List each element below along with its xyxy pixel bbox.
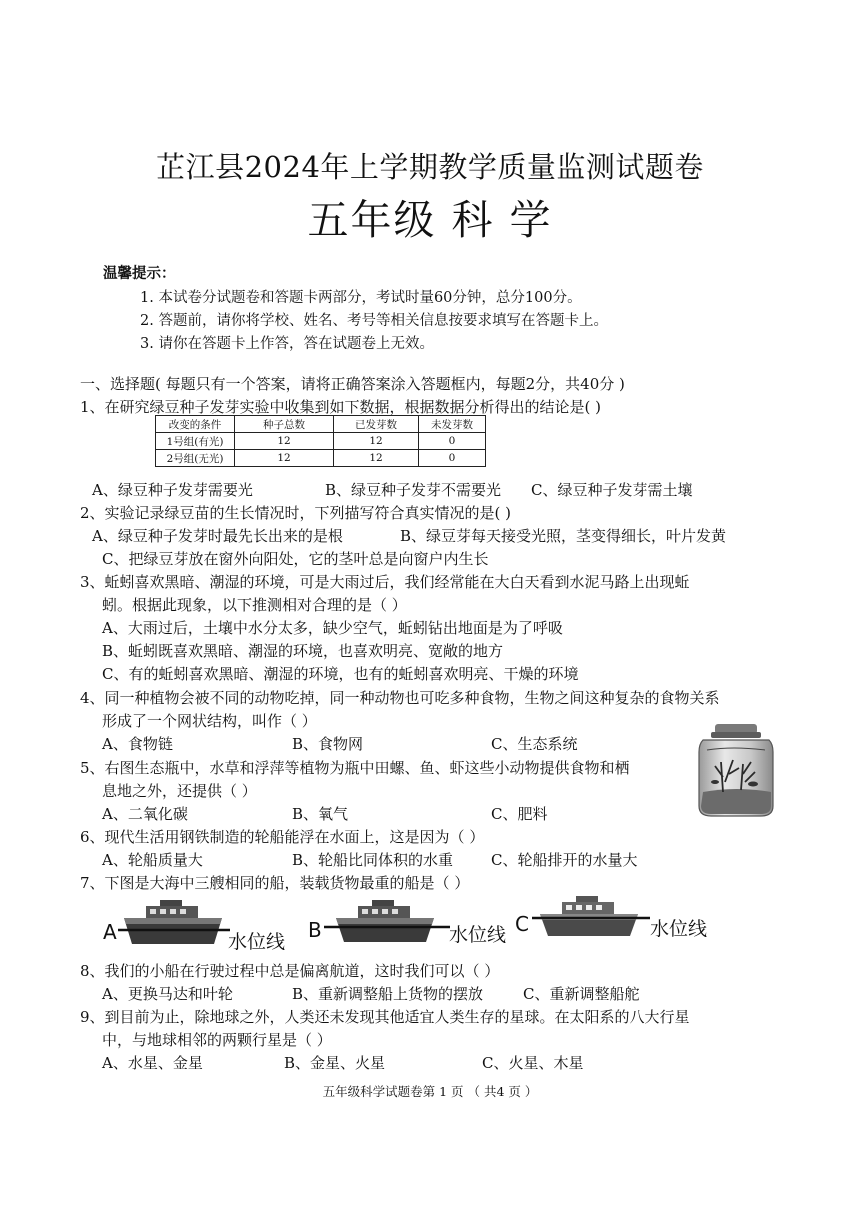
question-4-stem: 4、同一种植物会被不同的动物吃掉，同一种动物也可吃多种食物，生物之间这种复杂的食物关系 <box>80 689 720 707</box>
option-b: B、轮船比同体积的水重 <box>292 851 454 869</box>
question-3-stem-cont: 蚓。根据此现象，以下推测相对合理的是（ ） <box>102 596 407 614</box>
option-c: C、重新调整船舵 <box>523 985 640 1003</box>
table-cell: 1号组(有光) <box>156 433 235 450</box>
table-header-row <box>156 416 486 433</box>
page-footer: 五年级科学试题卷第 1 页 （ 共4 页 ） <box>322 1084 538 1099</box>
table-cell: 2号组(无光) <box>156 450 235 467</box>
option-c: C、绿豆种子发芽需土壤 <box>531 481 693 499</box>
table-cell: 12 <box>235 450 334 467</box>
exam-title: 芷江县2024年上学期教学质量监测试题卷 <box>156 150 704 184</box>
section-heading: 一、选择题( 每题只有一个答案，请将正确答案涂入答题框内，每题2分，共40分 ) <box>80 375 625 393</box>
waterline-label-b: 水位线 <box>449 924 507 946</box>
option-b: B、绿豆种子发芽不需要光 <box>325 481 502 499</box>
option-a: A、二氧化碳 <box>102 805 188 823</box>
table-header-cell: 改变的条件 <box>156 416 235 433</box>
option-a: A、更换马达和叶轮 <box>102 985 233 1003</box>
option-c: C、有的蚯蚓喜欢黑暗、潮湿的环境，也有的蚯蚓喜欢明亮、干燥的环境 <box>102 665 579 683</box>
option-a: A、绿豆种子发芽需要光 <box>92 481 253 499</box>
table-cell: 12 <box>334 450 419 467</box>
question-4-stem-cont: 形成了一个网状结构，叫作（ ） <box>102 712 317 730</box>
table-row <box>156 433 486 450</box>
option-a: A、水星、金星 <box>102 1054 203 1072</box>
exam-subtitle: 五年级 科 学 <box>307 196 553 244</box>
option-a: A、轮船质量大 <box>102 851 203 869</box>
boat-c-image <box>532 892 650 946</box>
question-5-stem-cont: 息地之外，还提供（ ） <box>102 782 257 800</box>
question-9-stem-cont: 中，与地球相邻的两颗行星是（ ） <box>102 1031 332 1049</box>
tip-item: 3. 请你在答题卡上作答，答在试题卷上无效。 <box>140 336 434 352</box>
boat-a-letter: A <box>103 920 117 944</box>
question-6-stem: 6、现代生活用钢铁制造的轮船能浮在水面上，这是因为（ ） <box>80 828 485 846</box>
option-c: C、把绿豆芽放在窗外向阳处，它的茎叶总是向窗户内生长 <box>102 550 489 568</box>
germination-data-table <box>155 415 486 467</box>
table-header-cell: 已发芽数 <box>334 416 419 433</box>
question-5-stem: 5、右图生态瓶中，水草和浮萍等植物为瓶中田螺、鱼、虾这些小动物提供食物和栖 <box>80 759 630 777</box>
tip-item: 1. 本试卷分试题卷和答题卡两部分，考试时量60分钟，总分100分。 <box>140 290 582 306</box>
option-b: B、绿豆芽每天接受光照，茎变得细长，叶片发黄 <box>400 527 727 545</box>
question-7-stem: 7、下图是大海中三艘相同的船，装载货物最重的船是（ ） <box>80 874 470 892</box>
table-header-cell: 种子总数 <box>235 416 334 433</box>
option-b: B、重新调整船上货物的摆放 <box>292 985 484 1003</box>
boat-a-image <box>118 896 230 952</box>
table-cell: 12 <box>235 433 334 450</box>
option-c: C、生态系统 <box>491 735 578 753</box>
boat-c-letter: C <box>515 912 529 936</box>
boat-b-image <box>324 896 450 952</box>
option-a: A、绿豆种子发芽时最先长出来的是根 <box>92 527 343 545</box>
question-3-stem: 3、蚯蚓喜欢黑暗、潮湿的环境，可是大雨过后，我们经常能在大白天看到水泥马路上出现蚯 <box>80 573 690 591</box>
table-header-cell: 未发芽数 <box>419 416 486 433</box>
option-a: A、食物链 <box>102 735 173 753</box>
option-b: B、氧气 <box>292 805 349 823</box>
option-c: C、肥料 <box>491 805 548 823</box>
option-c: C、火星、木星 <box>482 1054 584 1072</box>
option-a: A、大雨过后，土壤中水分太多，缺少空气，蚯蚓钻出地面是为了呼吸 <box>102 619 563 637</box>
option-c: C、轮船排开的水量大 <box>491 851 638 869</box>
waterline-label-a: 水位线 <box>228 931 286 953</box>
question-8-stem: 8、我们的小船在行驶过程中总是偏离航道，这时我们可以（ ） <box>80 962 500 980</box>
table-row <box>156 450 486 467</box>
tip-item: 2. 答题前，请你将学校、姓名、考号等相关信息按要求填写在答题卡上。 <box>140 313 608 329</box>
question-2-stem: 2、实验记录绿豆苗的生长情况时，下列描写符合真实情况的是( ) <box>80 504 512 522</box>
table-cell: 0 <box>419 450 486 467</box>
ecological-bottle-image <box>693 722 779 818</box>
option-b: B、金星、火星 <box>284 1054 386 1072</box>
option-b: B、蚯蚓既喜欢黑暗、潮湿的环境，也喜欢明亮、宽敞的地方 <box>102 642 504 660</box>
waterline-label-c: 水位线 <box>650 918 708 940</box>
tips-heading: 温馨提示： <box>103 266 176 282</box>
table-cell: 0 <box>419 433 486 450</box>
boat-b-letter: B <box>308 918 322 942</box>
question-9-stem: 9、到目前为止，除地球之外，人类还未发现其他适宜人类生存的星球。在太阳系的八大行星 <box>80 1008 690 1026</box>
option-b: B、食物网 <box>292 735 364 753</box>
question-1-stem: 1、在研究绿豆种子发芽实验中收集到如下数据，根据数据分析得出的结论是( ) <box>80 398 602 416</box>
table-cell: 12 <box>334 433 419 450</box>
